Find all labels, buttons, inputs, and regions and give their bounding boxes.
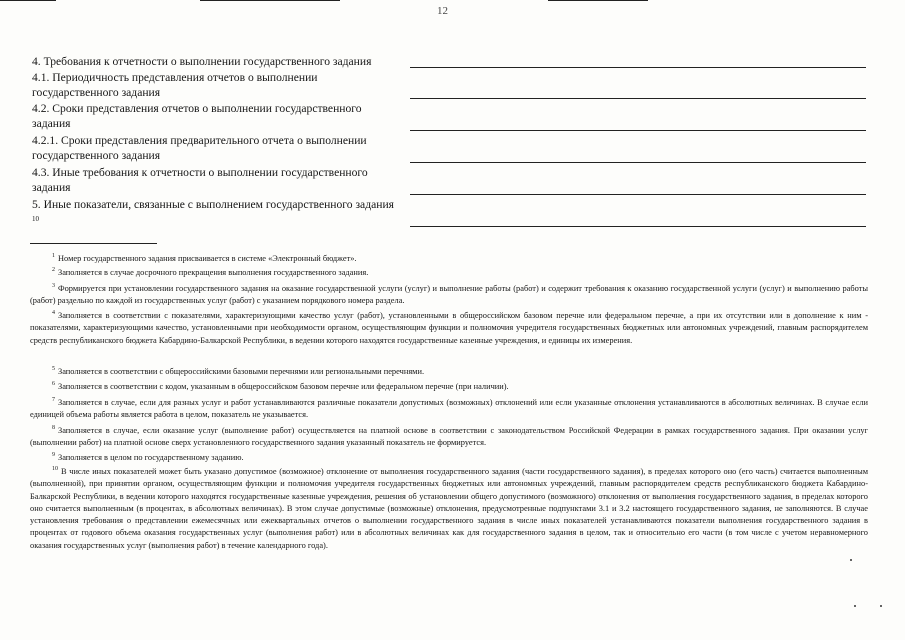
- footnote-text: Заполняется в случае, если для разных услуг и работ устанавливаются различные показатели допустимых (возможных) отклонений или если указанные отклонения устанавливаются в абсолютных величинах. В случае если единицей объема работы является работа в целом, показатель не указывается.: [30, 398, 868, 420]
- footnote-ref: 10: [32, 215, 39, 223]
- scan-speck: [850, 559, 852, 561]
- fill-line: [410, 98, 866, 99]
- page-number: 12: [437, 5, 448, 17]
- requirement-4-1: [32, 70, 402, 100]
- footnote-number: 1: [52, 253, 55, 259]
- footnote-5: [30, 363, 868, 378]
- footnote-separator: [30, 243, 157, 244]
- fill-line: [410, 194, 866, 195]
- scan-speck: [854, 605, 856, 607]
- fill-line: [410, 130, 866, 131]
- footnote-text: Формируется при установлении государственного задания на оказание государственной услуги (услуг) и выполнение работы (работ) и содержит требования к оказанию государственной услуги (услуг) и выполнению работы (работ) раздельно по каждой из государственных услуг (работ) с указанием порядкового номера раздела.: [30, 284, 868, 306]
- scan-speck: [880, 605, 882, 607]
- requirement-4-2-1: [32, 133, 402, 163]
- requirement-text: 4.2.1. Сроки представления предварительного отчета о выполнении государственного задания: [32, 134, 367, 162]
- fill-line: [410, 226, 866, 227]
- footnote-number: 9: [52, 452, 55, 458]
- footnote-number: 6: [52, 381, 55, 387]
- footnote-2: [30, 264, 868, 279]
- footnote-text: Заполняется в соответствии с показателями, характеризующими качество услуг (работ), установленными в общероссийском базовом перечне или федеральном перечне, а при их отсутствии или в дополнение к ним - показателями, характеризующими качество, установленными при необходимости органом, осуществляющим функции и полномочия учредителя государственных бюджетных или автономных учреждений, главным распорядителем средств республиканского бюджета Кабардино-Балкарской Республики, в ведении которого находятся государственные казенные учреждения, и единицы их измерения.: [30, 311, 868, 345]
- footnote-number: 10: [52, 466, 58, 472]
- footnote-1: [30, 250, 868, 265]
- requirement-text: 4.2. Сроки представления отчетов о выполнении государственного задания: [32, 102, 362, 130]
- fill-line: [410, 162, 866, 163]
- footnote-number: 4: [52, 310, 55, 316]
- scan-mark: [200, 0, 340, 1]
- footnote-text: В числе иных показателей может быть указано допустимое (возможное) отклонение от выполнения государственного задания (части государственного задания), в пределах которого оно (его часть) считается выполненным (выполненной), при принятии органом, осуществляющим функции и полномочия учредителя государственных бюджетных или автономных учреждений, главным распорядителем средств республиканского бюджета Кабардино-Балкарской Республики, в ведении которого находятся государственные казенные учреждения, решения об установлении общего допустимого (возможного) отклонения от выполнения государственного задания, в пределах которого оно считается выполненным (в процентах, в абсолютных величинах). В этом случае допустимые (возможные) отклонения, предусмотренные подпунктами 3.1 и 3.2 настоящего государственного задания, не заполняются. В случае установления требования о представлении ежемесячных или ежеквартальных отчетов о выполнении государственного задания в числе иных показателей устанавливаются показатели выполнения государственного задания в процентах от годового объема оказания государственных услуг (выполнения работ) или в абсолютных величинах как для государственного задания в целом, так и относительно его части (в том числе с учетом неравномерного оказания государственных услуг (выполнения работ) в течение календарного года).: [30, 467, 868, 550]
- footnote-number: 5: [52, 366, 55, 372]
- footnote-number: 2: [52, 267, 55, 273]
- footnote-text: Заполняется в соответствии с кодом, указанным в общероссийском базовом перечне или федеральном перечне (при наличии).: [58, 382, 509, 391]
- footnote-7: [30, 394, 868, 422]
- footnote-4: [30, 307, 868, 347]
- footnote-9: [30, 449, 868, 464]
- footnote-10: [30, 463, 868, 552]
- requirement-4-2: [32, 101, 402, 131]
- footnote-3: [30, 280, 868, 308]
- footnote-text: Заполняется в целом по государственному заданию.: [58, 453, 244, 462]
- scan-mark: [548, 0, 648, 1]
- requirement-text: 5. Иные показатели, связанные с выполнением государственного задания: [32, 198, 394, 211]
- footnote-text: Заполняется в случае досрочного прекращения выполнения государственного задания.: [58, 268, 369, 277]
- requirement-4-3: [32, 165, 402, 195]
- footnote-number: 8: [52, 425, 55, 431]
- requirement-4: [32, 54, 402, 69]
- scan-mark: [0, 0, 56, 1]
- footnote-6: [30, 378, 868, 393]
- requirement-5: [32, 197, 402, 230]
- footnote-text: Заполняется в соответствии с общероссийскими базовыми перечнями или региональными перечнями.: [58, 367, 425, 376]
- requirement-text: 4. Требования к отчетности о выполнении государственного задания: [32, 55, 372, 68]
- footnote-number: 3: [52, 283, 55, 289]
- requirement-text: 4.3. Иные требования к отчетности о выполнении государственного задания: [32, 166, 368, 194]
- footnote-text: Заполняется в случае, если оказание услуг (выполнение работ) осуществляется на платной основе в соответствии с законодательством Российской Федерации в рамках государственного задания. При оказании услуг (выполнении работ) на платной основе сверх установленного государственного задания указанный показатель не формируется.: [30, 426, 868, 448]
- fill-line: [410, 67, 866, 68]
- footnote-8: [30, 422, 868, 450]
- footnote-number: 7: [52, 397, 55, 403]
- requirement-text: 4.1. Периодичность представления отчетов о выполнении государственного задания: [32, 71, 318, 99]
- footnote-text: Номер государственного задания присваивается в системе «Электронный бюджет».: [58, 254, 357, 263]
